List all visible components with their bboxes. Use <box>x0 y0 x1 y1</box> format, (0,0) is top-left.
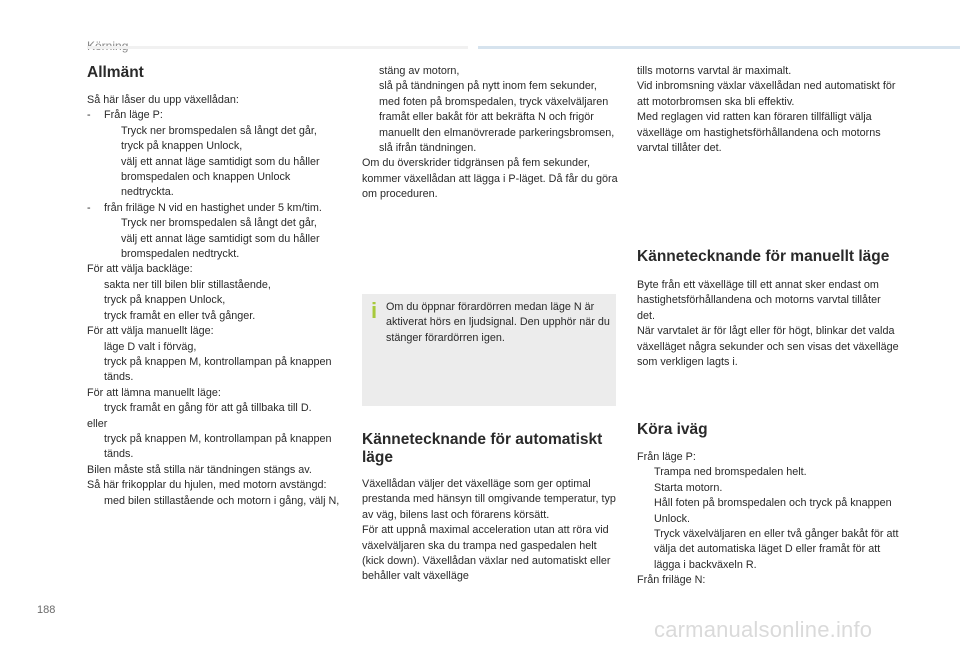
list-line <box>87 124 342 139</box>
line-text: eller <box>87 417 108 430</box>
bullet-marker <box>637 481 654 496</box>
section-manual <box>637 248 899 370</box>
info-text: Om du öppnar förardörren medan läge N är aktiverat hörs en ljudsignal. Den upphör när du stänger förardörren igen. <box>386 301 610 344</box>
list-line <box>637 465 899 480</box>
heading-automatic: Kännetecknande för automatiskt läge <box>362 431 603 466</box>
line-text: tryck på knappen Unlock, <box>121 140 243 153</box>
bullet-marker <box>362 79 379 94</box>
header-bar-left <box>87 46 468 49</box>
list-line <box>87 386 342 401</box>
list-line <box>362 64 618 79</box>
header-bar-right <box>478 46 960 49</box>
list-line <box>637 481 899 496</box>
line-text: välj ett annat läge samtidigt som du håller bromspedalen nedtryckt. <box>121 232 320 261</box>
list-line <box>87 494 342 509</box>
list-line <box>87 478 342 493</box>
list-line <box>87 108 342 123</box>
list-allmant <box>87 93 342 509</box>
list-middle <box>362 64 618 203</box>
line-text: Håll foten på bromspedalen och tryck på knappen Unlock. <box>654 497 892 525</box>
list-line <box>637 496 899 527</box>
bullet-marker <box>87 293 104 308</box>
bullet-marker <box>87 340 104 355</box>
bullet-marker <box>87 355 104 386</box>
section-koera <box>637 421 899 589</box>
manual-paragraph-1: Byte från ett växelläge till ett annat sker endast om hastighetsförhållandena och motorns varvtal tillåter det. <box>637 279 881 322</box>
line-text: tryck på knappen M, kontrollampan på knappen tänds. <box>104 432 332 461</box>
list-line <box>637 573 899 588</box>
info-box <box>362 294 616 406</box>
column-left <box>87 64 342 509</box>
bullet-marker <box>637 465 654 480</box>
heading-manual: Kännetecknande för manuellt läge <box>637 248 890 265</box>
line-text: tryck framåt en eller två gånger. <box>104 309 256 322</box>
bullet-marker <box>637 496 654 527</box>
list-line <box>87 93 342 108</box>
line-text: tryck på knappen Unlock, <box>104 294 226 307</box>
bullet-marker <box>104 232 121 263</box>
list-line <box>87 201 342 216</box>
bullet-marker <box>637 527 654 573</box>
bullet-marker <box>362 141 379 156</box>
auto-paragraph-2: För att uppnå maximal acceleration utan att röra vid växelväljaren ska du trampa ned gaspedalen helt (kick down). Växellådan växlar ned automatiskt eller behåller valt växelläge <box>362 524 611 583</box>
line-text: Från läge P: <box>637 451 696 463</box>
list-line <box>362 156 618 202</box>
list-line <box>87 355 342 386</box>
line-text: Trampa ned bromspedalen helt. <box>654 466 807 479</box>
list-line <box>87 309 342 324</box>
line-text: Om du överskrider tidgränsen på fem sekunder, kommer växellådan att lägga i P-läget. Då får du göra om proceduren. <box>362 157 618 201</box>
list-line <box>87 463 342 478</box>
line-text: tryck på knappen M, kontrollampan på knappen tänds. <box>104 355 332 384</box>
bullet-marker <box>104 124 121 139</box>
list-line <box>87 232 342 263</box>
line-text: välj ett annat läge samtidigt som du håller bromspedalen och knappen Unlock nedtryckta. <box>121 155 320 199</box>
heading-allmant: Allmänt <box>87 64 144 81</box>
list-line <box>362 95 618 141</box>
list-line <box>87 293 342 308</box>
manual-paragraph-2: När varvtalet är för lågt eller för högt, blinkar det valda växelläget några sekunder och sen visas det växelläge som verkligen lagts i. <box>637 325 899 369</box>
list-line <box>362 141 618 156</box>
line-text: med foten på bromspedalen, tryck växelväljaren framåt eller bakåt för att bekräfta N och frigör manuellt den elmanövrerade parkeringsbromsen, <box>379 95 615 139</box>
line-text: För att välja manuellt läge: <box>87 325 214 338</box>
right-paragraph-3: Med reglagen vid ratten kan föraren tillfälligt välja växelläge om hastighetsförhållandena och motorns varvtal tillåter det. <box>637 111 881 155</box>
list-line <box>87 432 342 463</box>
right-paragraph-1: tills motorns varvtal är maximalt. <box>637 65 792 77</box>
line-text: Så här låser du upp växellådan: <box>87 94 239 106</box>
line-text: Bilen måste stå stilla när tändningen stängs av. <box>87 463 312 476</box>
line-text: tryck framåt en gång för att gå tillbaka till D. <box>104 402 312 415</box>
list-line <box>362 79 618 94</box>
line-text: stäng av motorn, <box>379 65 460 77</box>
list-line <box>87 216 342 231</box>
list-koera <box>637 450 899 589</box>
bullet-marker <box>87 278 104 293</box>
line-text: sakta ner till bilen blir stillastående, <box>104 278 271 291</box>
line-text: Så här frikopplar du hjulen, med motorn avstängd: <box>87 479 327 492</box>
bullet-marker: - <box>87 109 91 122</box>
bullet-marker <box>362 64 379 79</box>
section-automatic <box>362 431 618 585</box>
page-number: 188 <box>37 604 56 616</box>
bullet-marker <box>87 494 104 509</box>
right-paragraph-2: Vid inbromsning växlar växellådan ned automatiskt för att motorbromsen ska bli effektiv. <box>637 80 896 108</box>
bullet-marker: - <box>87 201 91 214</box>
line-text: För att välja backläge: <box>87 263 193 276</box>
bullet-marker <box>104 139 121 154</box>
list-line <box>87 278 342 293</box>
list-line <box>87 139 342 154</box>
list-line <box>87 155 342 201</box>
line-text: För att lämna manuellt läge: <box>87 386 221 399</box>
list-line <box>87 324 342 339</box>
list-line <box>87 262 342 277</box>
list-line <box>87 401 342 416</box>
line-text: från friläge N vid en hastighet under 5 km/tim. <box>104 201 322 214</box>
line-text: Från läge P: <box>104 109 163 122</box>
bullet-marker <box>104 216 121 231</box>
line-text: slå på tändningen på nytt inom fem sekunder, <box>379 80 597 93</box>
line-text: läge D valt i förväg, <box>104 340 197 353</box>
list-line <box>87 417 342 432</box>
line-text: Tryck ner bromspedalen så långt det går, <box>121 124 317 137</box>
bullet-marker <box>87 401 104 416</box>
line-text: Starta motorn. <box>654 481 723 494</box>
column-middle <box>362 64 618 203</box>
line-text: Tryck växelväljaren en eller två gånger bakåt för att välja det automatiska läget D eller framåt för att lägga i backväxeln R. <box>654 528 899 571</box>
bullet-marker <box>87 432 104 463</box>
list-line <box>637 450 899 465</box>
line-text: slå ifrån tändningen. <box>379 142 477 155</box>
line-text: Tryck ner bromspedalen så långt det går, <box>121 217 317 230</box>
line-text: Från friläge N: <box>637 574 706 587</box>
info-icon: i <box>370 298 378 323</box>
line-text: med bilen stillastående och motorn i gång, välj N, <box>104 494 340 507</box>
list-line <box>637 527 899 573</box>
heading-koera: Köra iväg <box>637 421 708 438</box>
bullet-marker <box>87 309 104 324</box>
bullet-marker <box>104 155 121 201</box>
watermark: carmanualsonline.info <box>654 617 873 642</box>
bullet-marker <box>362 95 379 141</box>
list-line <box>87 340 342 355</box>
auto-paragraph-1: Växellådan väljer det växelläge som ger optimal prestanda med hänsyn till omgivande temperatur, typ av väg, bilens last och förarens körsätt. <box>362 478 616 521</box>
column-right <box>637 64 897 156</box>
